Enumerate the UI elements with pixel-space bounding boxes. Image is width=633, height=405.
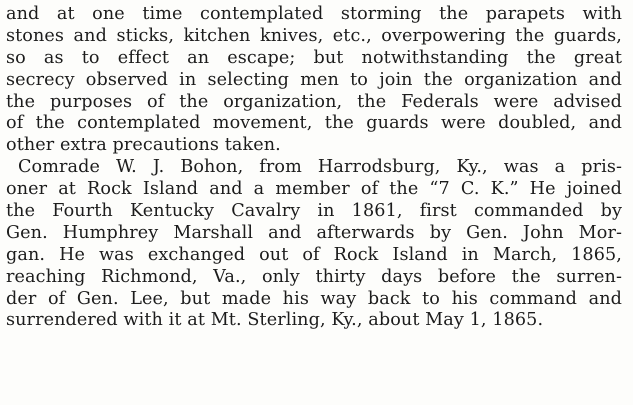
body-text (6, 4, 622, 332)
paragraph-2-line-2: oner at Rock Island and a member of the “7 C. K.” He joined (6, 179, 622, 200)
paragraph-1-line-5: the purposes of the organization, the Federals were advised (6, 91, 622, 112)
paragraph-1-line-4: secrecy observed in selecting men to join the organization and (6, 69, 622, 90)
paragraph-1-line-3: so as to effect an escape; but notwithstanding the great (6, 47, 622, 68)
paragraph-2-line-7: der of Gen. Lee, but made his way back to his command and (6, 288, 622, 309)
paragraph-1-line-6: of the contemplated movement, the guards were doubled, and (6, 113, 622, 134)
paragraph-2-line-8: surrendered with it at Mt. Sterling, Ky., about May 1, 1865. (6, 310, 544, 331)
paragraph-2-line-5: gan. He was exchanged out of Rock Island in March, 1865, (6, 244, 622, 265)
paragraph-1-line-1: and at one time contemplated storming the parapets with (6, 4, 622, 24)
paragraph-2-line-4: Gen. Humphrey Marshall and afterwards by Gen. John Mor- (6, 222, 622, 243)
paragraph-1-line-7: other extra precautions taken. (6, 135, 281, 156)
paragraph-1-line-2: stones and sticks, kitchen knives, etc., overpowering the guards, (6, 25, 622, 46)
paragraph-1 (6, 4, 622, 157)
paragraph-2 (6, 157, 622, 332)
paragraph-2-line-1: Comrade W. J. Bohon, from Harrodsburg, Ky., was a pris- (18, 157, 622, 178)
paragraph-2-line-6: reaching Richmond, Va., only thirty days before the surren- (6, 266, 622, 287)
paragraph-2-line-3: the Fourth Kentucky Cavalry in 1861, first commanded by (6, 201, 622, 222)
